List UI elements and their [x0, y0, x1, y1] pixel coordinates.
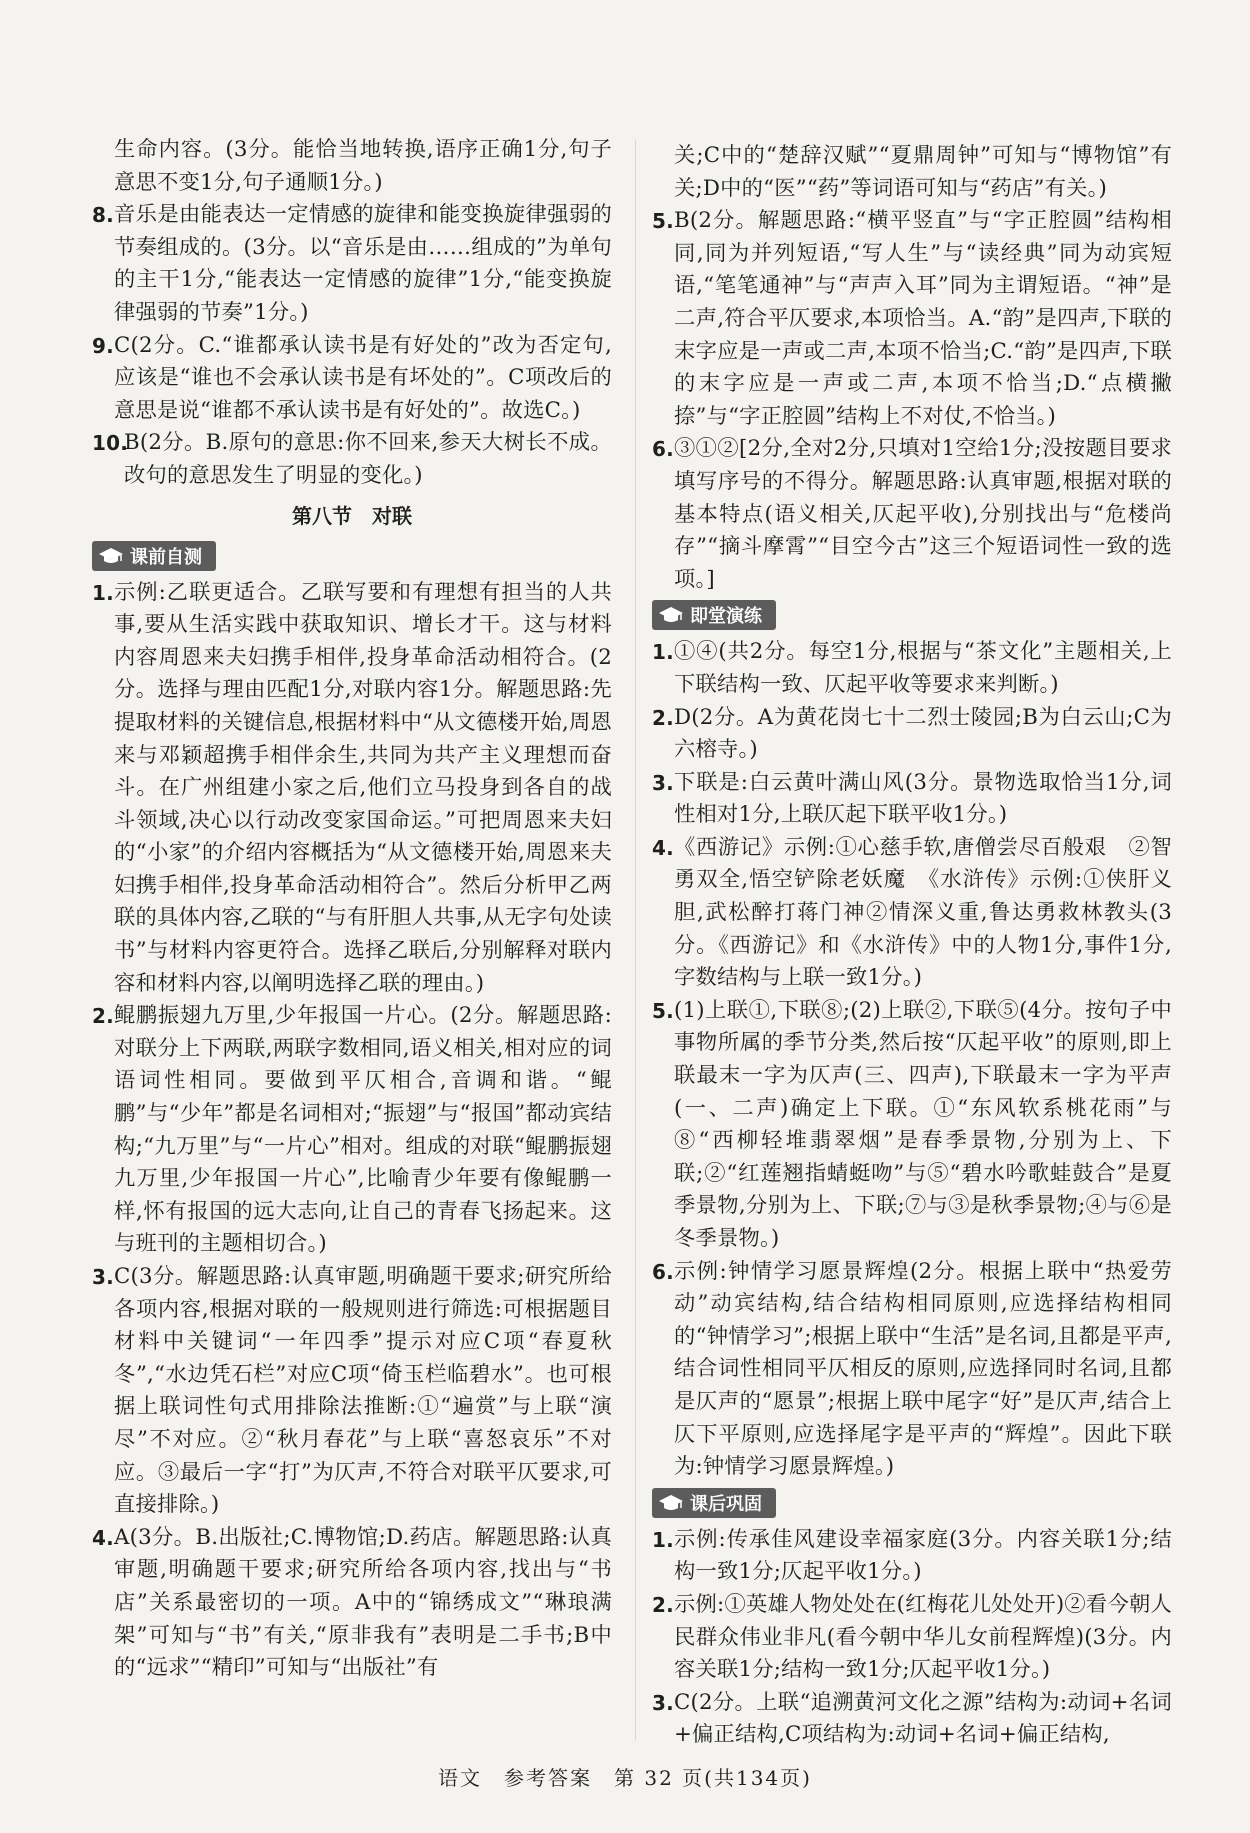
answer-text: A(3分。B.出版社;C.博物馆;D.药店。解题思路:认真审题,明确题干要求;研究所给各项内容,找出与“书店”关系最密切的一项。A中的“锦绣成文”“琳琅满架”可知与“书”有关,“原非我有”表明是二手书;B中的“远求”“精印”可知与“出版社”有 — [114, 1524, 612, 1681]
question-number: 2. — [652, 705, 674, 730]
question-number: 4. — [92, 1525, 114, 1550]
badge-label: 课后巩固 — [690, 1493, 762, 1515]
section-badge-after-class — [652, 1488, 776, 1518]
question-8 — [92, 199, 612, 329]
answer-text: B(2分。B.原句的意思:你不回来,参天大树长不成。改句的意思发生了明显的变化。) — [124, 430, 612, 488]
question-number: 1. — [652, 640, 674, 665]
badge-label: 课前自测 — [130, 546, 202, 568]
answer-text: 《西游记》示例:①心慈手软,唐僧尝尽百般艰 ②智勇双全,悟空铲除老妖魔 《水浒传》示例:①侠肝义胆,武松醉打蒋门神②情深义重,鲁达勇救林教头(3分。《西游记》和《水浒传》中的人物1分,事件1分,字数结构与上联一致1分。) — [674, 834, 1172, 991]
answer-text: 下联是:白云黄叶满山风(3分。景物选取恰当1分,词性相对1分,上联仄起下联平收1分。) — [674, 769, 1172, 828]
page-footer: 语文 参考答案 第 32 页(共134页) — [438, 1766, 812, 1790]
answer-text: ①④(共2分。每空1分,根据与“茶文化”主题相关,上下联结构一致、仄起平收等要求来判断。) — [674, 639, 1172, 697]
practice-3 — [652, 767, 1172, 832]
left-column — [92, 134, 612, 1685]
question-number: 4. — [652, 835, 674, 860]
right-column — [652, 140, 1172, 1752]
graduation-cap-icon — [658, 605, 684, 625]
section-title: 第八节 对联 — [292, 503, 412, 528]
answer-text: D(2分。A为黄花岗七十二烈士陵园;B为白云山;C为六榕寺。) — [674, 704, 1172, 763]
answer-text: ③①②[2分,全对2分,只填对1空给1分;没按题目要求填写序号的不得分。解题思路:认真审题,根据对联的基本特点(语义相关,仄起平收),分别找出与“危楼尚存”“摘斗摩霄”“目空今古”这三个短语词性一致的选项。] — [674, 436, 1172, 592]
question-number: 6. — [652, 437, 674, 462]
continuation-text: 生命内容。(3分。能恰当地转换,语序正确1分,句子意思不变1分,句子通顺1分。) — [114, 137, 612, 195]
section-badge-in-class — [652, 600, 776, 630]
answer-3 — [92, 1261, 612, 1522]
question-number: 3. — [92, 1265, 114, 1289]
question-number: 2. — [652, 1592, 674, 1617]
answer-text: C(2分。上联“追溯黄河文化之源”结构为:动词+名词+偏正结构,C项结构为:动词+名词+偏正结构, — [674, 1689, 1172, 1748]
review-1 — [652, 1524, 1172, 1589]
answer-text: 示例:①英雄人物处处在(红梅花儿处处开)②看今朝人民群众伟业非凡(看今朝中华儿女前程辉煌)(3分。内容关联1分;结构一致1分;仄起平收1分。) — [674, 1591, 1172, 1683]
answer-4 — [92, 1522, 612, 1685]
review-3 — [652, 1687, 1172, 1752]
question-number: 10. — [92, 431, 129, 456]
answer-2 — [92, 1000, 612, 1261]
question-number: 5. — [652, 209, 674, 234]
question-number: 3. — [652, 770, 674, 795]
practice-1 — [652, 636, 1172, 701]
answer-text: B(2分。解题思路:“横平竖直”与“字正腔圆”结构相同,同为并列短语,“写人生”与“读经典”同为动宾短语,“笔笔通神”与“声声入耳”同为主谓短语。“神”是二声,符合平仄要求,本项恰当。A.“韵”是四声,下联的末字应是一声或二声,本项不恰当;C.“韵”是四声,下联的末字应是一声或二声,本项不恰当;D.“点横撇捺”与“字正腔圆”结构上不对仗,不恰当。) — [674, 208, 1172, 429]
practice-6 — [652, 1256, 1172, 1484]
question-number: 9. — [92, 333, 114, 358]
answer-text: 示例:钟情学习愿景辉煌(2分。根据上联中“热爱劳动”动宾结构,结合结构相同原则,应选择结构相同的“钟情学习”;根据上联中“生活”是名词,且都是平声,结合词性相同平仄相反的原则,应选择同时名词,且都是仄声的“愿景”;根据上联中尾字“好”是仄声,结合上仄下平原则,应选择尾字是平声的“辉煌”。因此下联为:钟情学习愿景辉煌。) — [674, 1258, 1172, 1480]
answer-text: 示例:乙联更适合。乙联写要和有理想有担当的人共事,要从生活实践中获取知识、增长才干。这与材料内容周恩来夫妇携手相伴,投身革命活动相符合。(2分。选择与理由匹配1分,对联内容1分。解题思路:先提取材料的关键信息,根据材料中“从文德楼开始,周恩来与邓颖超携手相伴余生,共同为共产主义理想而奋斗。在广州组建小家之后,他们立马投身到各自的战斗领域,决心以行动改变家国命运。”可把周恩来夫妇的“小家”的介绍内容概括为“从文德楼开始,周恩来夫妇携手相伴,投身革命活动相符合”。然后分析甲乙两联的具体内容,乙联的“与有肝胆人共事,从无字句处读书”与材料内容更符合。选择乙联后,分别解释对联内容和材料内容,以阐明选择乙联的理由。) — [114, 579, 612, 996]
question-number: 2. — [92, 1004, 114, 1029]
question-number: 1. — [652, 1527, 674, 1552]
answer-1 — [92, 577, 612, 1001]
badge-label: 即堂演练 — [690, 606, 762, 628]
answer-5 — [652, 205, 1172, 433]
answer-text: C(3分。解题思路:认真审题,明确题干要求;研究所给各项内容,根据对联的一般规则进行筛选:可根据题目材料中关键词“一年四季”提示对应C项“春夏秋冬”,“水边凭石栏”对应C项“倚玉栏临碧水”。也可根据上联词性句式用排除法推断:①“遍赏”与上联“演尽”不对应。②“秋月春花”与上联“喜怒哀乐”不对应。③最后一字“打”为仄声,不符合对联平仄要求,可直接排除。) — [114, 1264, 612, 1518]
answer-text: 音乐是由能表达一定情感的旋律和能变换旋律强弱的节奏组成的。(3分。以“音乐是由……组成的”为单句的主干1分,“能表达一定情感的旋律”1分,“能变换旋律强弱的节奏”1分。) — [114, 202, 612, 325]
graduation-cap-icon — [658, 1493, 684, 1513]
answer-text: 示例:传承佳风建设幸福家庭(3分。内容关联1分;结构一致1分;仄起平收1分。) — [674, 1526, 1172, 1585]
section-badge-pre-test — [92, 541, 216, 571]
answer-text: C(2分。C.“谁都承认读书是有好处的”改为否定句,应该是“谁也不会承认读书是有坏处的”。C项改后的意思是说“谁都不承认读书是有好处的”。故选C。) — [114, 332, 612, 423]
column-divider — [635, 140, 636, 1740]
answer-6 — [652, 433, 1172, 596]
graduation-cap-icon — [98, 546, 124, 566]
question-number: 3. — [652, 1690, 674, 1715]
practice-5 — [652, 995, 1172, 1256]
continuation-text: 关;C中的“楚辞汉赋”“夏鼎周钟”可知与“博物馆”有关;D中的“医”“药”等词语可知与“药店”有关。) — [674, 143, 1172, 201]
question-number: 6. — [652, 1259, 674, 1284]
review-2 — [652, 1589, 1172, 1687]
question-9 — [92, 330, 612, 428]
question-number: 5. — [652, 998, 674, 1023]
answer-text: (1)上联①,下联⑧;(2)上联②,下联⑤(4分。按句子中事物所属的季节分类,然后按“仄起平收”的原则,即上联最末一字为仄声(三、四声),下联最末一字为平声(一、二声)确定上下联。①“东风软系桃花雨”与⑧“西柳轻堆翡翠烟”是春季景物,分别为上、下联;②“红莲翘指蜻蜓吻”与⑤“碧水吟歌蛙鼓合”是夏季景物,分别为上、下联;⑦与③是秋季景物;④与⑥是冬季景物。) — [674, 997, 1172, 1251]
question-10 — [92, 427, 612, 492]
question-number: 8. — [92, 203, 114, 228]
question-number: 1. — [92, 580, 114, 605]
practice-4 — [652, 832, 1172, 995]
answer-text: 鲲鹏振翅九万里,少年报国一片心。(2分。解题思路:对联分上下两联,两联字数相同,语义相关,相对应的词语词性相同。要做到平仄相合,音调和谐。“鲲鹏”与“少年”都是名词相对;“振翅”与“报国”都动宾结构;“九万里”与“一片心”相对。组成的对联“鲲鹏振翅九万里,少年报国一片心”,比喻青少年要有像鲲鹏一样,怀有报国的远大志向,让自己的青春飞扬起来。这与班刊的主题相切合。) — [114, 1003, 612, 1257]
practice-2 — [652, 702, 1172, 767]
